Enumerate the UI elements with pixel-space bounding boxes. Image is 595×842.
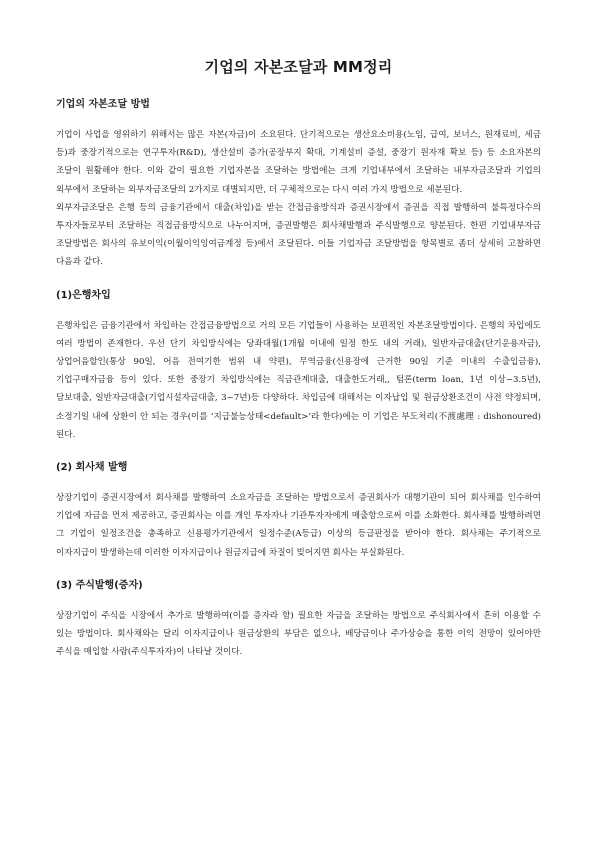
section-stock-issuance [56,576,541,662]
section-heading: (3) 주식발행(증자) [56,579,143,591]
section-bank-borrowing [56,286,541,444]
paragraph: 은행차입은 금융기관에서 차입하는 간접금융방법으로 거의 모든 기업들이 사용하는 보편적인 자본조달방법이다. 은행의 차입에도 여러 방법이 존재한다. 우선 단기 차입방식에는 당좌대월(1개월 이내에 일정 한도 내의 거래), 일반자금대출(단기운용자금), 상업어음할인(통상 90일, 어음 전여기한 범위 내 약편), 무역금융(신용장에 근거한 90일 기준 이내의 수출입금융), 기업구매자금융 등이 있다. 또한 중장기 차입방식에는 직금관계대출, 대출한도거래,, 텀론(term loan, 1년 이상~3.5년), 담보대출, 일반자금대출(기업시설자금대출, 3~7년)등 다양하다. 차입금에 대해서는 이자납입 및 원금상환조건이 사전 약정되며, 소정기일 내에 상환이 안 되는 경우(이를 ‘지급불능상태<default>’라 한다)에는 이 기업은 부도처리(不渡處理 : dishonoured)된다. [56,320,541,440]
paragraph: 외부자금조달은 은행 등의 금융기관에서 대출(차입)을 받는 간접금융방식과 증권시장에서 증권을 직접 발행하여 불특정다수의 투자자들로부터 조달하는 직접금융방식으로 나누어지며, 증권발행은 회사채발행과 주식발행으로 양분된다. 한편 기업내부자금 조달방법은 회사의 유보이익(이월이익잉여금계정 등)에서 조달된다. 이들 기업자금 조달방법을 항목별로 좀더 상세히 고찰하면 다음과 같다. [56,202,541,268]
document-page [56,56,541,675]
paragraph: 기업이 사업을 영위하기 위해서는 많은 자본(자금)이 소요된다. 단기적으로는 생산요소비용(노임, 급여, 보너스, 원재료비, 세금 등)과 중장기적으로는 연구투자(R&D), 생산설비 증가(공장부지 확대, 기계설비 증설, 중장기 원자재 확보 등) 등 소요자본의 조달이 원활해야 한다. 이와 같이 필요한 기업자본을 조달하는 방법에는 크게 기업내부에서 조달하는 내부자금조달과 기업의 외부에서 조달하는 외부자금조달의 2가지로 대별되지만, 더 구체적으로는 다시 여러 가지 방법으로 세분된다. [56,130,541,195]
section-heading: 기업의 자본조달 방법 [56,99,150,110]
section-corporate-bonds [56,458,541,562]
paragraph: 상장기업이 주식을 시장에서 추가로 발행하여(이를 증자라 함) 필요한 자금을 조달하는 방법으로 주식회사에서 흔히 이용할 수 있는 방법이다. 회사채와는 달리 이자지급이나 원금상환의 부담은 없으나, 배당금이나 주가상승을 통한 이익 전망이 있어야만 주식을 매입할 사람(주식투자자)이 나타날 것이다. [56,610,541,658]
section-funding-methods [56,95,541,272]
paragraph: 상장기업이 증권시장에서 회사채를 발행하여 소요자금을 조달하는 방법으로서 증권회사가 대행기관이 되어 회사채를 인수하여 기업에 자금을 먼저 제공하고, 증권회사는 이를 개인 투자자나 기관투자자에게 매출함으로써 이를 소화한다. 회사채를 발행하려면 그 기업이 일정조건을 충족하고 신용평가기관에서 일정수준(A등급) 이상의 등급판정을 받아야 한다. 회사채는 주기적으로 이자지급이 발생하는데 이러한 이자지급이나 원금지급에 차질이 빚어지면 회사는 부실화된다. [56,493,541,558]
section-heading: (2) 회사채 발행 [56,462,128,474]
document-title: 기업의 자본조달과 MM정리 [204,58,393,76]
section-heading: (1)은행차입 [56,289,111,301]
